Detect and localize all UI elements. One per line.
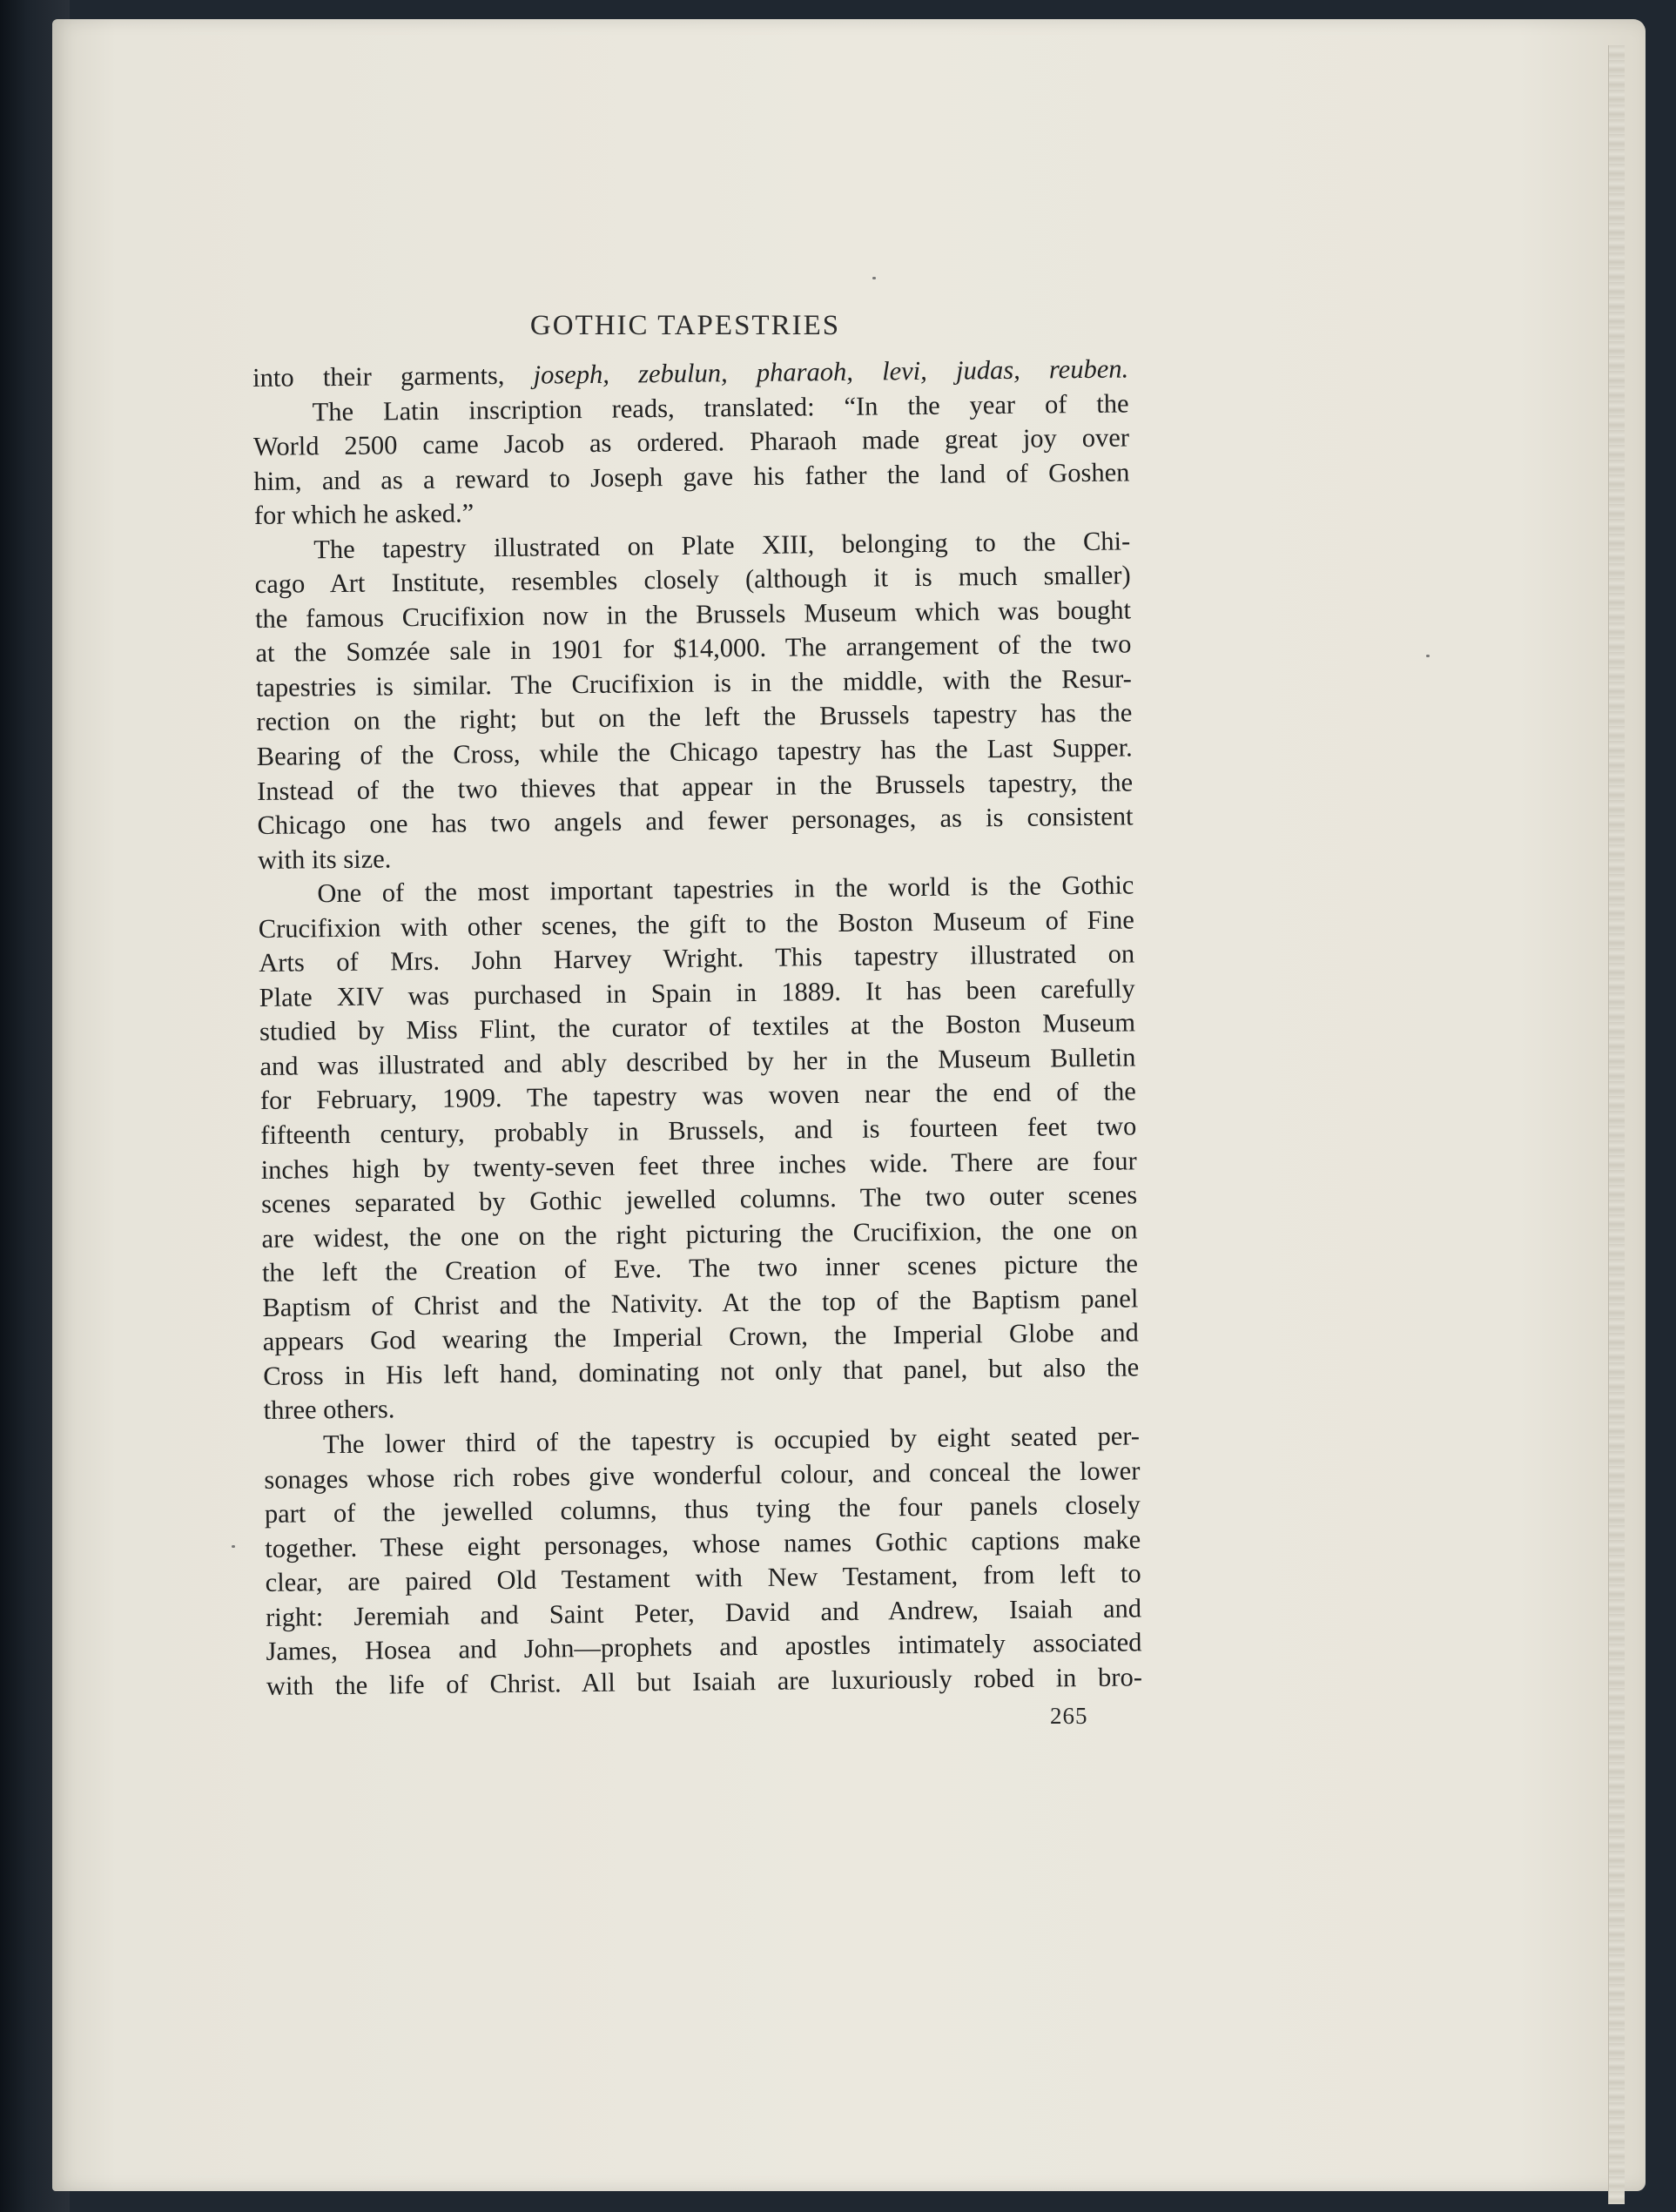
text-line: James, Hosea and John—prophets and apostles intimately associated xyxy=(266,1627,1142,1667)
body-text xyxy=(252,352,1142,1704)
ink-speck xyxy=(872,277,876,279)
italic-names: joseph, zebulun, pharaoh, levi, judas, reuben. xyxy=(533,353,1129,390)
text-line: Plate XIV was purchased in Spain in 1889. It has been carefully xyxy=(259,973,1135,1012)
text-line: the left the Creation of Eve. The two inner scenes picture the xyxy=(261,1248,1139,1288)
text-line: Arts of Mrs. John Harvey Wright. This tapestry illustrated on xyxy=(259,938,1135,978)
text-line: the famous Crucifixion now in the Brussels Museum which was bought xyxy=(254,595,1132,634)
page-number: 265 xyxy=(1050,1703,1088,1729)
text-line: right: Jeremiah and Saint Peter, David and Andrew, Isaiah and xyxy=(265,1593,1142,1632)
text-line: at the Somzée sale in 1901 for $14,000. The arrangement of the two xyxy=(255,629,1132,669)
text-line: appears God wearing the Imperial Crown, the Imperial Globe and xyxy=(262,1317,1139,1357)
text-line: Chicago one has two angels and fewer personages, as is consistent xyxy=(257,801,1134,841)
text-line: The tapestry illustrated on Plate XIII, belonging to the Chi- xyxy=(313,526,1131,565)
text-line: tapestries is similar. The Crucifixion is in the middle, with the Resur- xyxy=(255,663,1133,703)
ink-speck xyxy=(232,1545,235,1548)
text-line: for which he asked.” xyxy=(253,498,475,531)
page-stack-edge xyxy=(1608,45,1625,2204)
text-line: cago Art Institute, resembles closely (although it is much smaller) xyxy=(254,560,1131,600)
text-line: One of the most important tapestries in the world is the Gothic xyxy=(317,870,1134,909)
text-line: part of the jewelled columns, thus tying the four panels closely xyxy=(264,1489,1141,1529)
text-line: together. These eight personages, whose names Gothic captions make xyxy=(265,1523,1141,1563)
text-line: him, and as a reward to Joseph gave his father the land of Goshen xyxy=(253,457,1130,496)
text-line: for February, 1909. The tapestry was woven near the end of the xyxy=(259,1076,1137,1116)
text-line: fifteenth century, probably in Brussels, and is fourteen feet two xyxy=(260,1111,1137,1150)
text-line: Baptism of Christ and the Nativity. At the top of the Baptism panel xyxy=(262,1283,1139,1322)
text-line: Cross in His left hand, dominating not only that panel, but also the xyxy=(263,1352,1140,1391)
text-line: clear, are paired Old Testament with New Testament, from left to xyxy=(265,1558,1141,1598)
text-line: World 2500 came Jacob as ordered. Pharaoh made great joy over xyxy=(252,422,1130,462)
text-line: The Latin inscription reads, translated: “In the year of the xyxy=(312,388,1129,427)
running-title: GOTHIC TAPESTRIES xyxy=(529,310,841,341)
text-line: inches high by twenty-seven feet three inches wide. There are four xyxy=(260,1145,1137,1185)
text-line: with its size. xyxy=(257,844,392,875)
text-line: The lower third of the tapestry is occupied by eight seated per- xyxy=(322,1421,1141,1460)
text-line: sonages whose rich robes give wonderful colour, and conceal the lower xyxy=(264,1455,1141,1495)
text-line: Crucifixion with other scenes, the gift to the Boston Museum of Fine xyxy=(258,904,1134,944)
ink-speck xyxy=(1426,655,1430,657)
text-line-prefix: into their garments, xyxy=(252,360,534,393)
text-line: Bearing of the Cross, while the Chicago tapestry has the Last Supper. xyxy=(256,732,1133,771)
text-line: studied by Miss Flint, the curator of textiles at the Boston Museum xyxy=(259,1007,1136,1047)
text-line: three others. xyxy=(263,1394,395,1426)
text-line: and was illustrated and ably described by her in the Museum Bulletin xyxy=(259,1042,1136,1081)
text-line: rection on the right; but on the left the Brussels tapestry has the xyxy=(256,697,1133,737)
text-line: scenes separated by Gothic jewelled columns. The two outer scenes xyxy=(260,1180,1138,1220)
text-line: Instead of the two thieves that appear in the Brussels tapestry, the xyxy=(256,767,1134,806)
text-line: are widest, the one on the right picturing the Crucifixion, the one on xyxy=(261,1214,1138,1254)
text-line: with the life of Christ. All but Isaiah are luxuriously robed in bro- xyxy=(266,1662,1143,1701)
